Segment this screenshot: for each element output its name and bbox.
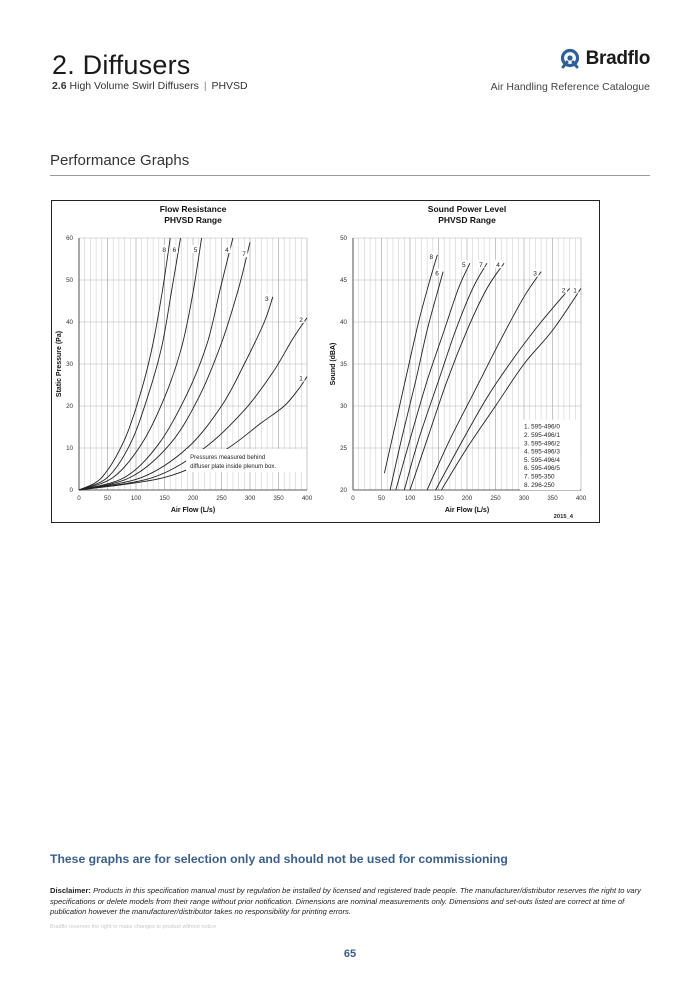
y-tick-label: 40 — [340, 319, 347, 326]
x-tick-label: 200 — [187, 495, 199, 502]
y-tick-label: 40 — [66, 319, 73, 326]
disclaimer — [50, 886, 650, 918]
chart-subtitle: PHVSD Range — [164, 215, 222, 225]
disclaimer-text: Products in this specification manual must by regulation be installed by licensed and registered trade people. The manufacturer/distributor reserves the right to vary specifications or delete models from their range without prior notification. Dimensions are nominal measurements only. Dimensions and set-outs listed are correct at time of publication however the manufacturer/distributor takes no responsibility for printing errors. — [50, 886, 641, 916]
series-label-8: 8 — [162, 247, 167, 254]
x-tick-label: 400 — [301, 495, 313, 502]
series-label-1: 1 — [573, 287, 577, 295]
y-tick-label: 60 — [66, 235, 73, 242]
performance-graphs-panel — [51, 200, 600, 523]
x-tick-label: 150 — [433, 495, 444, 502]
x-tick-label: 200 — [461, 495, 473, 502]
legend-entry: 3. 595-496/2 — [524, 440, 560, 448]
y-tick-label: 50 — [66, 277, 73, 284]
x-tick-label: 100 — [130, 495, 142, 502]
x-tick-label: 350 — [273, 495, 284, 502]
x-tick-label: 350 — [547, 495, 558, 502]
selection-notice: These graphs are for selection only and should not be used for commissioning — [50, 852, 508, 866]
section-heading: Performance Graphs — [50, 152, 190, 169]
y-tick-label: 45 — [340, 277, 347, 284]
series-label-1: 1 — [299, 375, 303, 383]
catalogue-name: Air Handling Reference Catalogue — [490, 81, 650, 93]
series-label-7: 7 — [242, 251, 246, 259]
page-subtitle — [52, 80, 248, 92]
disclaimer-label: Disclaimer: — [50, 886, 91, 895]
x-axis-label: Air Flow (L/s) — [444, 507, 490, 514]
legend-entry: 7. 595-350 — [524, 473, 555, 481]
y-tick-label: 25 — [340, 445, 347, 452]
series-label-2: 2 — [299, 316, 303, 324]
x-tick-label: 150 — [159, 495, 170, 502]
page-number: 65 — [343, 948, 357, 960]
series-label-4: 4 — [225, 247, 229, 254]
chart-annotation: diffuser plate inside plenum box. — [190, 464, 277, 470]
x-tick-label: 50 — [378, 495, 385, 502]
series-label-5: 5 — [193, 247, 198, 254]
legend-entry: 2. 595-496/1 — [524, 431, 560, 439]
subtitle-separator: | — [203, 80, 207, 92]
y-tick-label: 30 — [66, 361, 73, 368]
chart-code: 2015_4 — [553, 514, 573, 520]
series-label-3: 3 — [264, 295, 269, 303]
performance-graphs-svg — [52, 201, 599, 522]
y-tick-label: 20 — [66, 403, 73, 410]
series-label-4: 4 — [496, 262, 500, 270]
y-tick-label: 0 — [69, 487, 73, 494]
brand-logo — [559, 48, 650, 70]
series-label-5: 5 — [462, 262, 466, 270]
x-tick-label: 100 — [404, 495, 416, 502]
y-tick-label: 35 — [340, 361, 347, 368]
x-tick-label: 300 — [244, 495, 256, 502]
section-number: 2.6 — [52, 80, 67, 92]
x-tick-label: 0 — [77, 495, 81, 502]
product-code: PHVSD — [211, 80, 248, 92]
series-line-6 — [390, 272, 443, 490]
chart-title: Flow Resistance — [159, 204, 227, 214]
series-label-6: 6 — [435, 270, 439, 278]
legend-entry: 4. 595-496/3 — [524, 448, 560, 456]
legend-entry: 8. 296-250 — [524, 481, 555, 489]
bradflo-logo-icon — [559, 48, 581, 70]
y-tick-label: 20 — [340, 487, 347, 494]
x-tick-label: 250 — [490, 495, 501, 502]
x-tick-label: 0 — [351, 495, 355, 502]
series-label-6: 6 — [172, 247, 177, 254]
section-name: High Volume Swirl Diffusers — [69, 80, 199, 92]
y-axis-label: Static Pressure (Pa) — [56, 330, 63, 398]
chart-title: Sound Power Level — [427, 204, 507, 214]
y-tick-label: 30 — [340, 403, 347, 410]
series-label-7: 7 — [479, 262, 483, 270]
chart-annotation: Pressures measured behind — [190, 455, 266, 461]
y-axis-label: Sound (dBA) — [330, 342, 337, 386]
chart-subtitle: PHVSD Range — [438, 215, 496, 225]
legend-entry: 6. 595-496/5 — [524, 465, 560, 473]
x-axis-label: Air Flow (L/s) — [170, 507, 216, 514]
series-label-8: 8 — [429, 253, 434, 261]
series-label-3: 3 — [533, 270, 537, 278]
y-tick-label: 50 — [340, 235, 347, 242]
x-tick-label: 400 — [575, 495, 587, 502]
x-tick-label: 300 — [518, 495, 530, 502]
legend-entry: 1. 595-496/0 — [524, 423, 560, 431]
x-tick-label: 250 — [216, 495, 227, 502]
page-title: 2. Diffusers — [52, 50, 191, 80]
small-print: Bradflo reserves the right to make changes to product without notice — [50, 924, 217, 930]
brand-name: Bradflo — [585, 48, 650, 69]
section-divider — [50, 175, 650, 176]
legend-entry: 5. 595-496/4 — [524, 456, 560, 464]
y-tick-label: 10 — [66, 445, 73, 452]
x-tick-label: 50 — [104, 495, 111, 502]
series-label-2: 2 — [561, 287, 566, 295]
